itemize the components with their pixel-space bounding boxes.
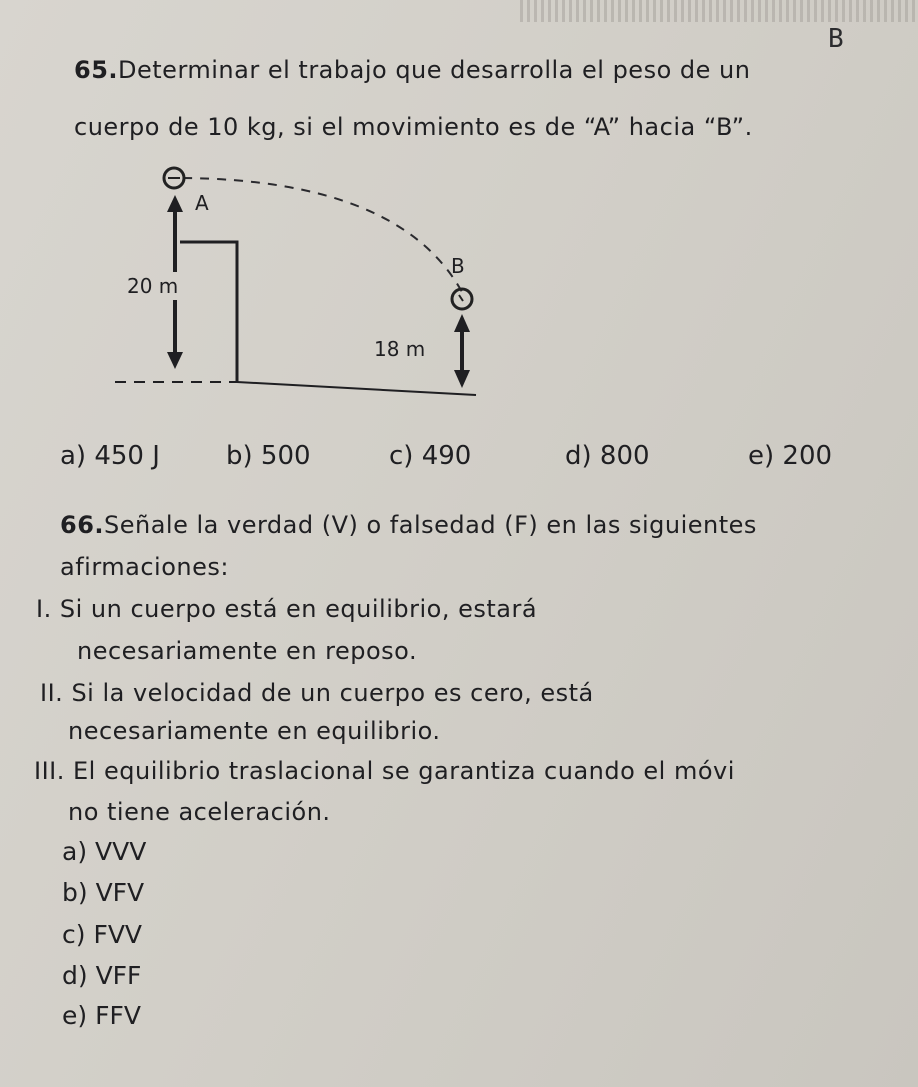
option-a: a) 450 J <box>60 441 160 471</box>
problem-65-text-1: Determinar el trabajo que desarrolla el peso de un <box>118 56 751 84</box>
statement-3-cont: no tiene aceleración. <box>68 798 331 826</box>
option-c: c) 490 <box>389 441 472 471</box>
height-b-arrow <box>454 314 470 388</box>
ball-a-icon <box>164 168 184 188</box>
option-e: e) 200 <box>748 441 833 471</box>
option-b: b) 500 <box>226 441 311 471</box>
label-a: A <box>195 191 209 215</box>
problem-66-line-1 <box>60 511 757 539</box>
page-corner-letter: B <box>828 24 844 54</box>
trajectory-diagram <box>100 150 500 405</box>
choice-c: c) FVV <box>62 920 143 949</box>
problem-66-number: 66. <box>60 511 105 539</box>
problem-65-text-2: cuerpo de 10 kg, si el movimiento es de “A” hacia “B”. <box>74 113 753 141</box>
label-height-a: 20 m <box>127 274 179 298</box>
problem-66-text-1: Señale la verdad (V) o falsedad (F) en las siguientes <box>104 511 757 539</box>
choice-a: a) VVV <box>62 837 147 866</box>
problem-65-number: 65. <box>74 56 119 84</box>
torn-edge <box>520 0 918 22</box>
statement-2: II. Si la velocidad de un cuerpo es cero, está <box>40 679 594 707</box>
statement-3: III. El equilibrio traslacional se garantiza cuando el móvi <box>34 757 735 785</box>
choice-e: e) FFV <box>62 1001 141 1030</box>
cliff-edge <box>180 242 237 382</box>
ground-line <box>237 382 476 395</box>
problem-66-text-2: afirmaciones: <box>60 553 229 581</box>
choice-b: b) VFV <box>62 878 145 907</box>
label-height-b: 18 m <box>374 337 426 361</box>
choice-d: d) VFF <box>62 961 142 990</box>
trajectory-path <box>183 178 462 292</box>
statement-1: I. Si un cuerpo está en equilibrio, estará <box>36 595 538 623</box>
statement-2-cont: necesariamente en equilibrio. <box>68 717 441 745</box>
option-d: d) 800 <box>565 441 650 471</box>
label-b: B <box>451 254 465 278</box>
statement-1-cont: necesariamente en reposo. <box>77 637 418 665</box>
ball-b-icon <box>452 289 472 309</box>
problem-65-line-1 <box>74 56 750 84</box>
